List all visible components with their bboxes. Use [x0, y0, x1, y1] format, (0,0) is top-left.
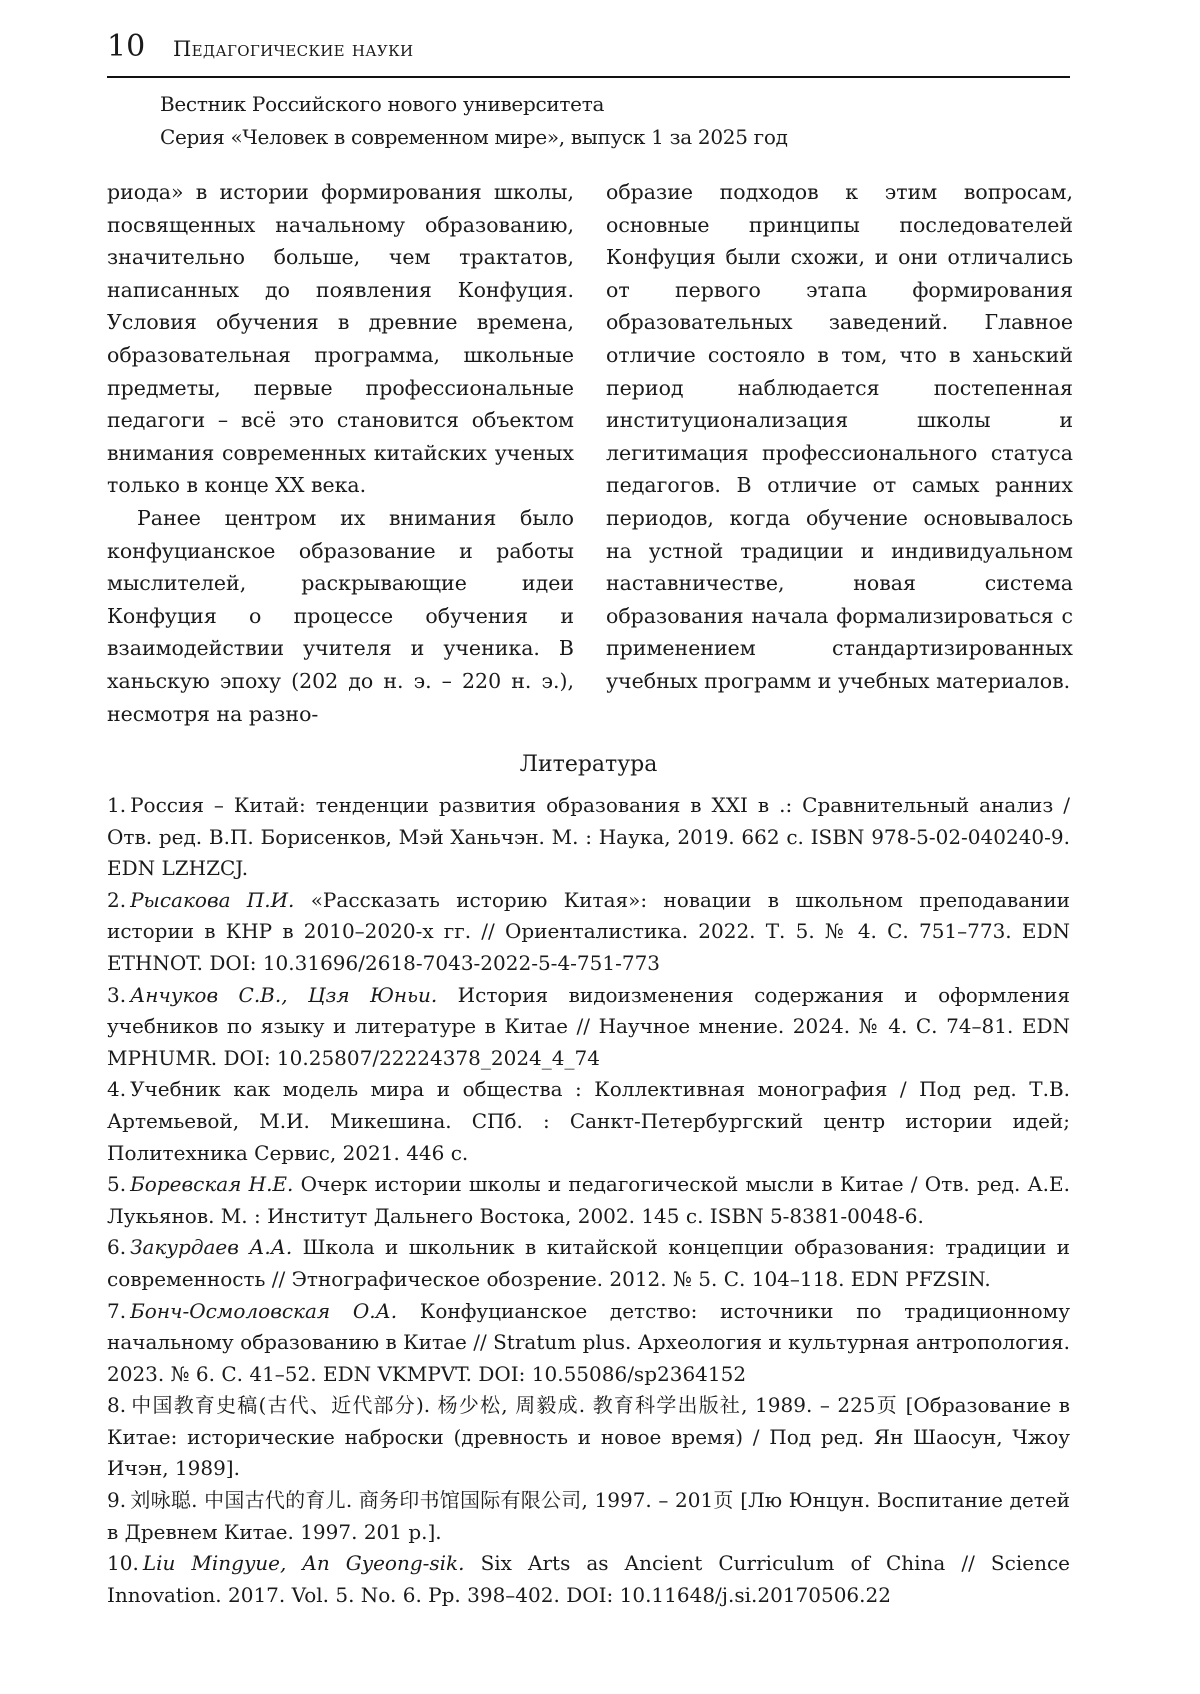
references-heading: Литература: [519, 752, 658, 777]
reference-author: Liu Mingyue, An Gyeong-sik.: [142, 1551, 465, 1576]
reference-text: История видоизменения содержания и оформления учебников по языку и литературе в Китае // Научное мнение. 2024. № 4. С. 74–81. EDN MPHUMR. DOI: 10.25807/22224378_2024_4_74: [107, 982, 1070, 1070]
reference-item: [107, 790, 1070, 885]
reference-item: [107, 1232, 1070, 1295]
reference-author: Рысакова П.И.: [130, 887, 295, 912]
paragraph: Ранее центром их внимания было конфуцианское образование и работы мыслителей, раскрывающие идеи Конфуция о процессе обучения и взаимодействии учителя и ученика. В ханьскую эпоху (202 до н. э. – 220 н. э.), несмотря на разно-: [107, 505, 574, 726]
reference-text: Школа и школьник в китайской концепции образования: традиции и современность // Этнографическое обозрение. 2012. № 5. С. 104–118. EDN PFZSIN.: [107, 1235, 1070, 1291]
reference-item: [107, 980, 1070, 1075]
reference-item: [107, 1390, 1070, 1485]
reference-number: 6.: [107, 1235, 127, 1260]
reference-item: [107, 885, 1070, 980]
reference-item: [107, 1548, 1070, 1611]
reference-author: Закурдаев А.А.: [130, 1235, 293, 1260]
reference-author: Анчуков С.В., Цзя Юньи.: [130, 982, 438, 1007]
paragraph: образие подходов к этим вопросам, основные принципы последователей Конфуция были схожи, и они отличались от первого этапа формирования образовательных заведений. Главное отличие состояло в том, что в ханьский период наблюдается постепенная институционализация школы и легитимация профессионального статуса педагогов. В отличие от самых ранних периодов, когда обучение основывалось на устной традиции и индивидуальном наставничестве, новая система образования начала формализироваться с применением стандартизированных учебных программ и учебных материалов.: [606, 180, 1073, 693]
body-column-left: [107, 176, 574, 730]
reference-text: «Рассказать историю Китая»: новации в школьном преподавании истории в КНР в 2010–2020-х гг. // Ориенталистика. 2022. Т. 5. № 4. С. 751–773. EDN ETHNOT. DOI: 10.31696/2618-7043-2022-5-4-751-773: [107, 887, 1070, 975]
reference-text: Очерк истории школы и педагогической мысли в Китае / Отв. ред. А.Е. Лукьянов. М. : Институт Дальнего Востока, 2002. 145 с. ISBN 5-8381-0048-6.: [107, 1172, 1070, 1228]
journal-name: Вестник Российского нового университета: [160, 92, 605, 116]
journal-series: Серия «Человек в современном мире», выпуск 1 за 2025 год: [160, 125, 788, 149]
reference-item: [107, 1485, 1070, 1548]
reference-number: 10.: [107, 1551, 139, 1576]
journal-info: [160, 88, 1020, 154]
reference-number: 2.: [107, 887, 127, 912]
paragraph: риода» в истории формирования школы, посвященных начальному образованию, значительно больше, чем трактатов, написанных до появления Конфуция. Условия обучения в древние времена, образовательная программа, школьные предметы, первые профессиональные педагоги – всё это становится объектом внимания современных китайских ученых только в конце XX века.: [107, 180, 574, 498]
reference-item: [107, 1296, 1070, 1391]
references-list: [107, 790, 1070, 1611]
reference-text: 刘咏聪. 中国古代的育儿. 商务印书馆国际有限公司, 1997. – 201页 [Лю Юнцун. Воспитание детей в Древнем Китае. 1997. 201 p.].: [107, 1488, 1070, 1544]
reference-text: Конфуцианское детство: источники по традиционному начальному образованию в Китае // Stratum plus. Археология и культурная антропология. 2023. № 6. С. 41–52. EDN VKMPVT. DOI: 10.55086/sp2364152: [107, 1298, 1070, 1386]
reference-item: [107, 1169, 1070, 1232]
reference-text: Six Arts as Ancient Curriculum of China // Science Innovation. 2017. Vol. 5. No. 6. Pp. 398–402. DOI: 10.11648/j.si.20170506.22: [107, 1551, 1070, 1607]
reference-number: 5.: [107, 1172, 127, 1197]
reference-item: [107, 1074, 1070, 1169]
reference-text: 中国教育史稿(古代、近代部分). 杨少松, 周毅成. 教育科学出版社, 1989. – 225页 [Образование в Китае: исторические наброски (древность и новое время) / Под ред. Ян Шаосун, Чжоу Ичэн, 1989].: [107, 1393, 1070, 1481]
reference-number: 1.: [107, 793, 127, 817]
reference-number: 7.: [107, 1298, 127, 1323]
body-column-right: [606, 176, 1073, 698]
page-number: 10: [107, 29, 146, 64]
reference-text: Россия – Китай: тенденции развития образования в XXI в .: Сравнительный анализ / Отв. ред. В.П. Борисенков, Мэй Ханьчэн. М. : Наука, 2019. 662 с. ISBN 978-5-02-040240-9. EDN LZHZCJ.: [107, 793, 1070, 881]
reference-number: 8.: [107, 1393, 127, 1418]
reference-author: Бонч-Осмоловская О.А.: [130, 1298, 398, 1323]
section-title: Педагогические науки: [173, 37, 414, 61]
reference-number: 9.: [107, 1488, 127, 1513]
reference-number: 3.: [107, 982, 127, 1007]
reference-text: Учебник как модель мира и общества : Коллективная монография / Под ред. Т.В. Артемьевой, М.И. Микешина. СПб. : Санкт-Петербургский центр истории идей; Политехника Сервис, 2021. 446 с.: [107, 1077, 1070, 1165]
reference-number: 4.: [107, 1077, 127, 1102]
running-header: [107, 26, 1070, 78]
reference-author: Боревская Н.Е.: [130, 1172, 294, 1197]
